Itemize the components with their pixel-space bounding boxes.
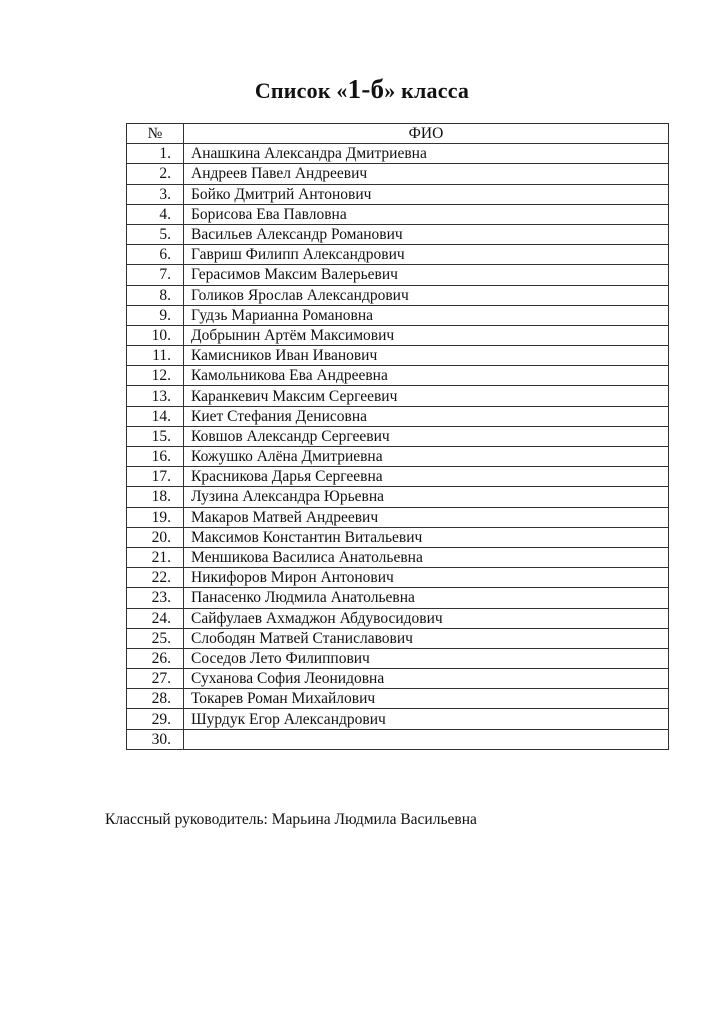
row-number-cell: 6. bbox=[127, 245, 184, 265]
row-number-cell: 18. bbox=[127, 487, 184, 507]
student-name-cell: Каранкевич Максим Сергеевич bbox=[184, 386, 669, 406]
student-name-cell: Герасимов Максим Валерьевич bbox=[184, 265, 669, 285]
student-name-cell: Панасенко Людмила Анатольевна bbox=[184, 588, 669, 608]
row-number-cell: 5. bbox=[127, 224, 184, 244]
table-row bbox=[127, 224, 669, 244]
row-number-cell: 16. bbox=[127, 447, 184, 467]
table-row bbox=[127, 386, 669, 406]
row-number-cell: 22. bbox=[127, 568, 184, 588]
row-number-cell: 13. bbox=[127, 386, 184, 406]
row-number-cell: 29. bbox=[127, 709, 184, 729]
student-name-cell: Слободян Матвей Станиславович bbox=[184, 628, 669, 648]
page-title bbox=[0, 74, 724, 105]
row-number-cell: 11. bbox=[127, 346, 184, 366]
table-row bbox=[127, 467, 669, 487]
student-name-cell: Камисников Иван Иванович bbox=[184, 346, 669, 366]
title-suffix: » класса bbox=[384, 78, 470, 103]
student-name-cell: Анашкина Александра Дмитриевна bbox=[184, 144, 669, 164]
student-name-cell: Никифоров Мирон Антонович bbox=[184, 568, 669, 588]
table-body bbox=[127, 144, 669, 750]
student-name-cell: Суханова София Леонидовна bbox=[184, 669, 669, 689]
column-header-number: № bbox=[127, 124, 184, 144]
table-row bbox=[127, 729, 669, 749]
row-number-cell: 8. bbox=[127, 285, 184, 305]
student-name-cell: Ковшов Александр Сергеевич bbox=[184, 426, 669, 446]
student-name-cell: Васильев Александр Романович bbox=[184, 224, 669, 244]
table-row bbox=[127, 628, 669, 648]
table-row bbox=[127, 406, 669, 426]
row-number-cell: 3. bbox=[127, 184, 184, 204]
table-row bbox=[127, 547, 669, 567]
student-name-cell: Красникова Дарья Сергеевна bbox=[184, 467, 669, 487]
row-number-cell: 20. bbox=[127, 527, 184, 547]
row-number-cell: 15. bbox=[127, 426, 184, 446]
table-row bbox=[127, 265, 669, 285]
row-number-cell: 7. bbox=[127, 265, 184, 285]
table-row bbox=[127, 447, 669, 467]
table-row bbox=[127, 245, 669, 265]
student-name-cell: Бойко Дмитрий Антонович bbox=[184, 184, 669, 204]
column-header-name: ФИО bbox=[184, 124, 669, 144]
student-name-cell: Токарев Роман Михайлович bbox=[184, 689, 669, 709]
row-number-cell: 12. bbox=[127, 366, 184, 386]
row-number-cell: 4. bbox=[127, 204, 184, 224]
table-row bbox=[127, 144, 669, 164]
table-row bbox=[127, 507, 669, 527]
table-row bbox=[127, 366, 669, 386]
table-row bbox=[127, 527, 669, 547]
table-row bbox=[127, 204, 669, 224]
student-name-cell bbox=[184, 729, 669, 749]
student-name-cell: Добрынин Артём Максимович bbox=[184, 325, 669, 345]
table-row bbox=[127, 648, 669, 668]
table-row bbox=[127, 426, 669, 446]
student-name-cell: Шурдук Егор Александрович bbox=[184, 709, 669, 729]
table-row bbox=[127, 305, 669, 325]
row-number-cell: 1. bbox=[127, 144, 184, 164]
table-row bbox=[127, 568, 669, 588]
table-row bbox=[127, 325, 669, 345]
table-row bbox=[127, 608, 669, 628]
student-name-cell: Андреев Павел Андреевич bbox=[184, 164, 669, 184]
student-name-cell: Меншикова Василиса Анатольевна bbox=[184, 547, 669, 567]
table-row bbox=[127, 346, 669, 366]
student-name-cell: Гудзь Марианна Романовна bbox=[184, 305, 669, 325]
student-roster-table bbox=[126, 123, 669, 750]
row-number-cell: 14. bbox=[127, 406, 184, 426]
student-name-cell: Максимов Константин Витальевич bbox=[184, 527, 669, 547]
table-row bbox=[127, 285, 669, 305]
row-number-cell: 2. bbox=[127, 164, 184, 184]
title-prefix: Список « bbox=[254, 78, 348, 103]
row-number-cell: 17. bbox=[127, 467, 184, 487]
student-name-cell: Макаров Матвей Андреевич bbox=[184, 507, 669, 527]
student-name-cell: Гавриш Филипп Александрович bbox=[184, 245, 669, 265]
table-row bbox=[127, 164, 669, 184]
row-number-cell: 27. bbox=[127, 669, 184, 689]
row-number-cell: 30. bbox=[127, 729, 184, 749]
student-name-cell: Сайфулаев Ахмаджон Абдувосидович bbox=[184, 608, 669, 628]
row-number-cell: 19. bbox=[127, 507, 184, 527]
title-class-code: 1-б bbox=[347, 74, 385, 104]
table-row bbox=[127, 689, 669, 709]
table-row bbox=[127, 588, 669, 608]
row-number-cell: 21. bbox=[127, 547, 184, 567]
row-number-cell: 24. bbox=[127, 608, 184, 628]
student-name-cell: Кожушко Алёна Дмитриевна bbox=[184, 447, 669, 467]
row-number-cell: 25. bbox=[127, 628, 184, 648]
row-number-cell: 10. bbox=[127, 325, 184, 345]
table-row bbox=[127, 709, 669, 729]
table-row bbox=[127, 669, 669, 689]
student-name-cell: Борисова Ева Павловна bbox=[184, 204, 669, 224]
student-name-cell: Камольникова Ева Андреевна bbox=[184, 366, 669, 386]
student-name-cell: Голиков Ярослав Александрович bbox=[184, 285, 669, 305]
row-number-cell: 28. bbox=[127, 689, 184, 709]
row-number-cell: 23. bbox=[127, 588, 184, 608]
row-number-cell: 26. bbox=[127, 648, 184, 668]
student-name-cell: Лузина Александра Юрьевна bbox=[184, 487, 669, 507]
row-number-cell: 9. bbox=[127, 305, 184, 325]
table-header-row bbox=[127, 124, 669, 144]
student-name-cell: Киет Стефания Денисовна bbox=[184, 406, 669, 426]
table-row bbox=[127, 487, 669, 507]
table-row bbox=[127, 184, 669, 204]
class-teacher-line: Классный руководитель: Марьина Людмила Васильевна bbox=[105, 811, 477, 828]
student-name-cell: Соседов Лето Филиппович bbox=[184, 648, 669, 668]
